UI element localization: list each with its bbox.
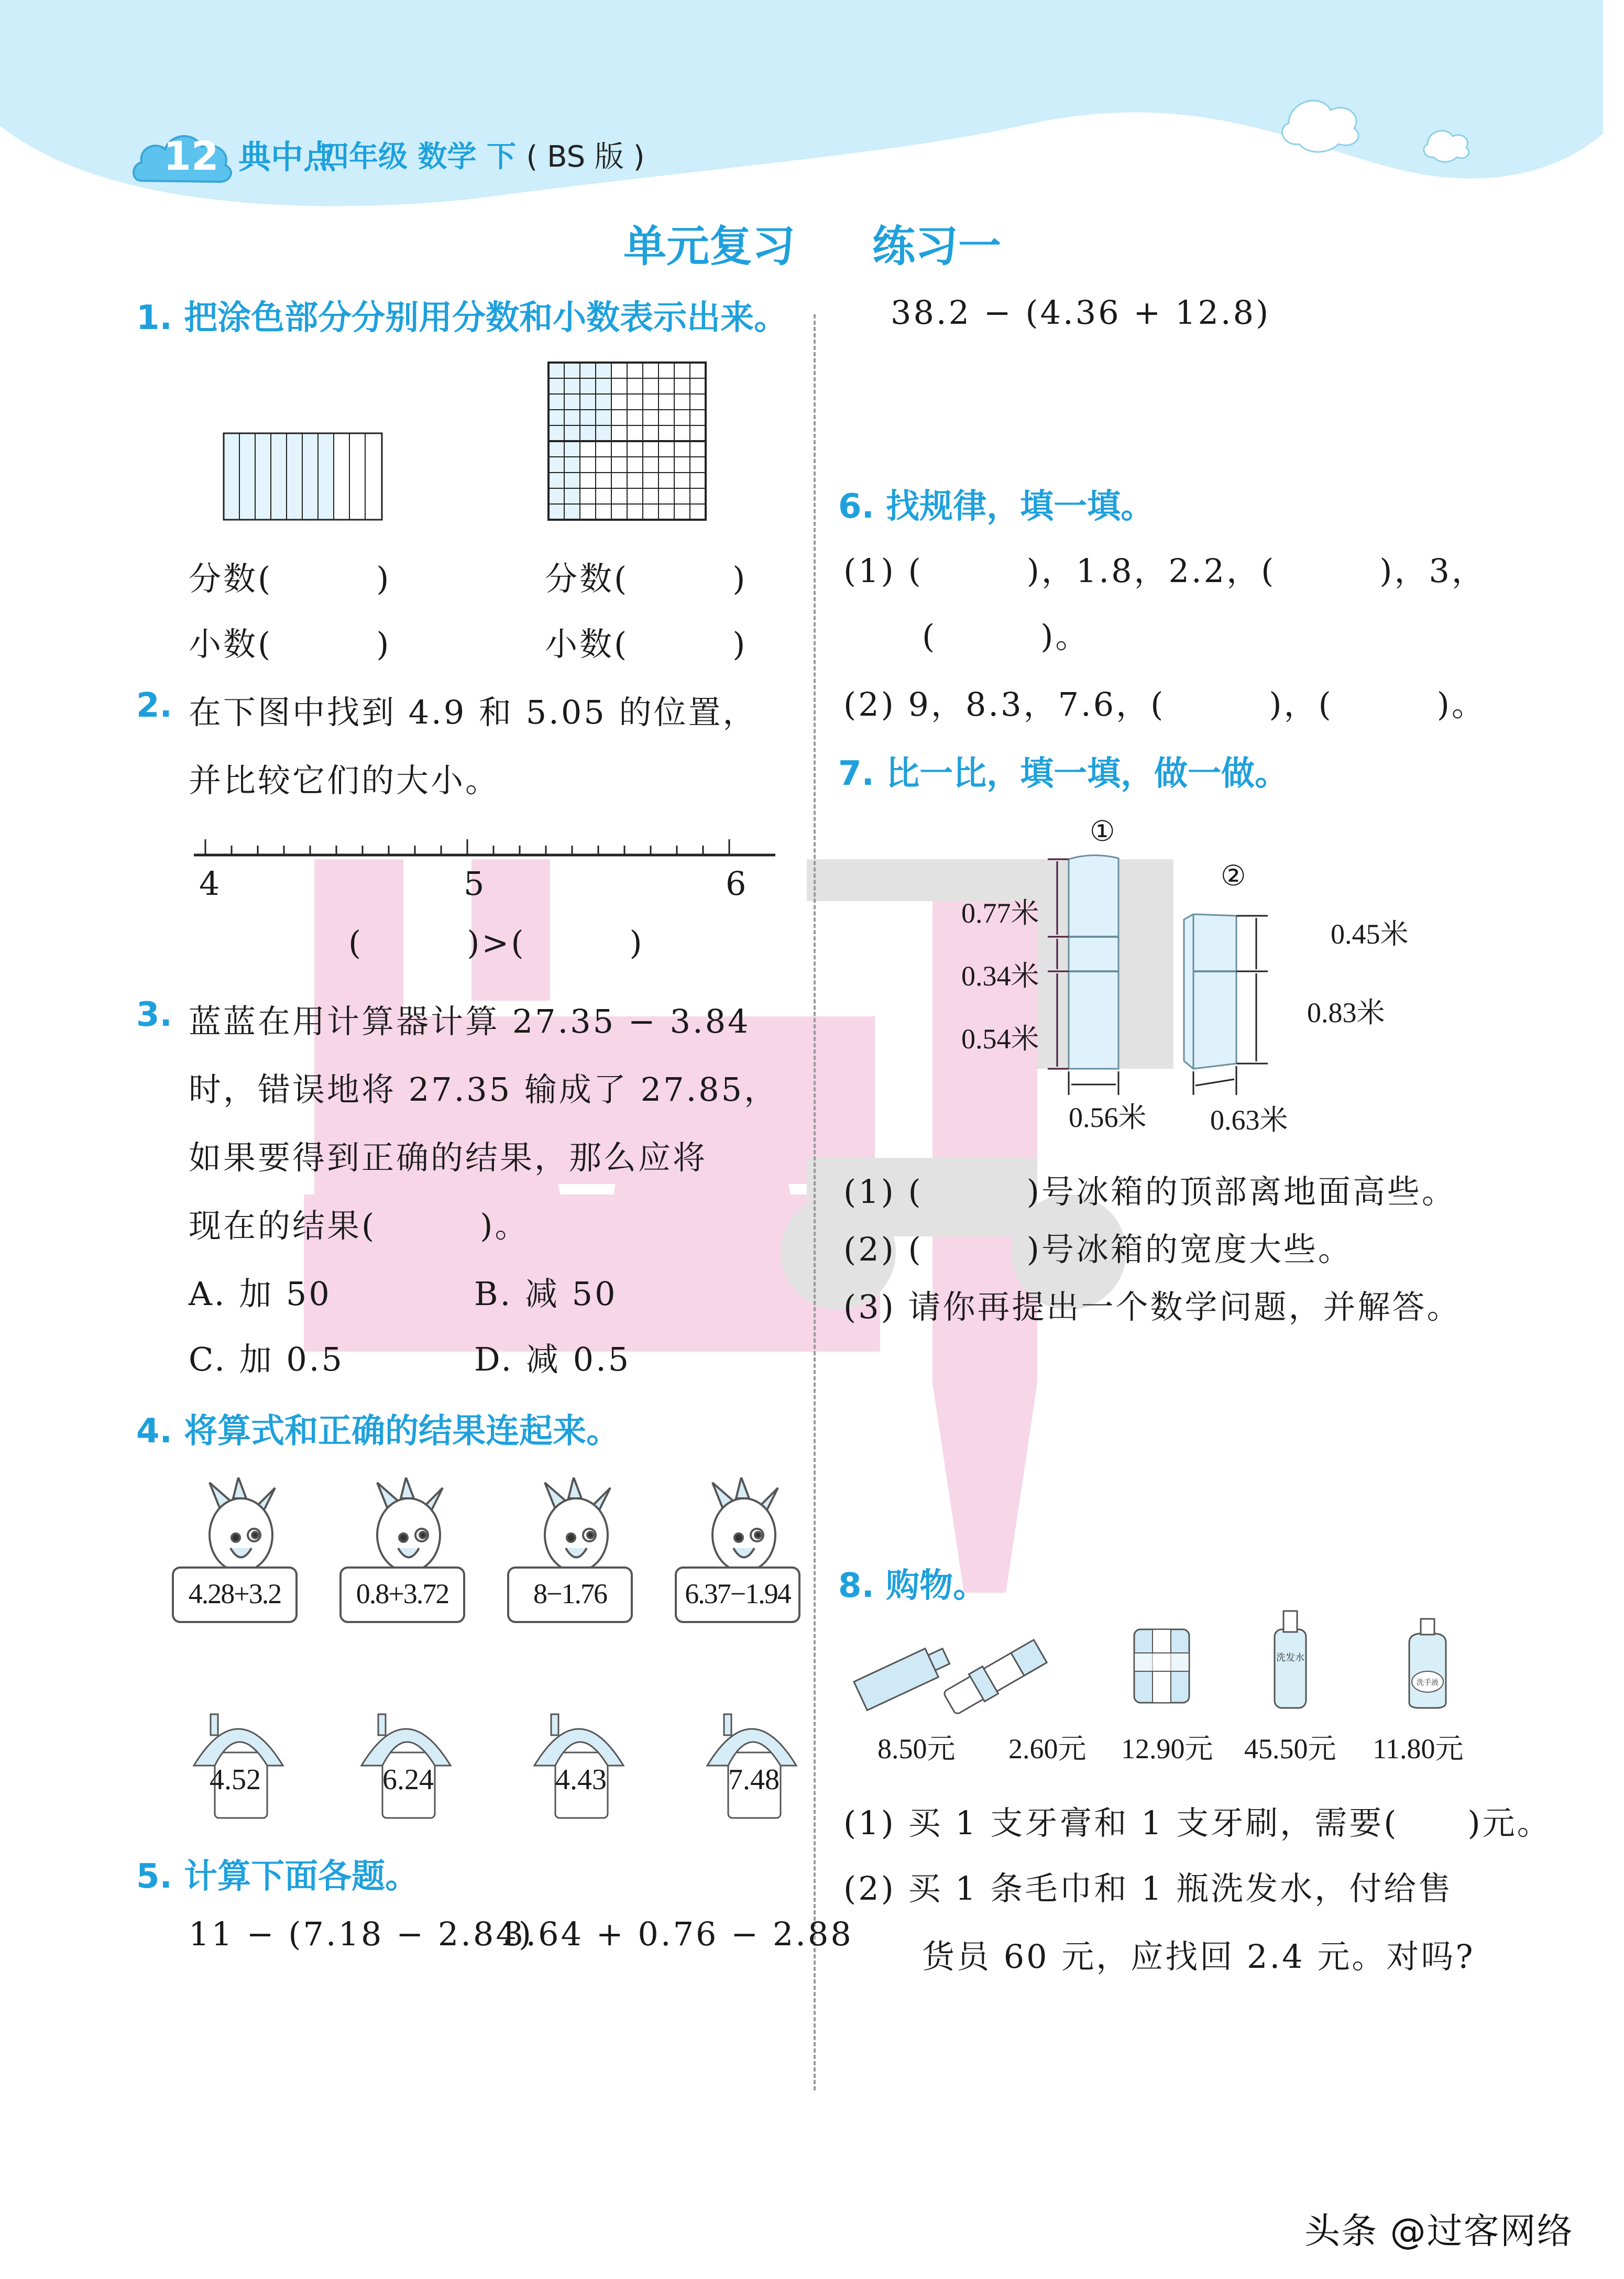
q3-option-d[interactable]: D. 减 0.5 [474,1340,631,1378]
fridge-1-mid-height: 0.34米 [961,960,1039,992]
q7-part1-blank[interactable]: (1) ( )号冰箱的顶部离地面高些。 [843,1173,1456,1211]
page-number: 12 [163,133,219,179]
q5-problem-2: 3.64 + 0.76 − 2.88 [503,1915,853,1953]
shampoo-bottle-icon [1275,1611,1306,1708]
q6-part2[interactable]: (2) 9，8.3，7.6，( )，( )。 [843,685,1486,724]
q8-part2-line2: 货员 60 元，应找回 2.4 元。对吗? [922,1937,1475,1976]
svg-text:洗手液: 洗手液 [1417,1679,1439,1687]
expression-card-4[interactable]: 6.37−1.94 [675,1566,800,1623]
price-hand-soap: 11.80元 [1373,1733,1464,1765]
unit-title: 单元复习 [623,222,796,271]
hand-soap-bottle-icon [1409,1619,1446,1708]
grade-subject: 四年级 数学 下 [320,140,516,174]
q3-option-c[interactable]: C. 加 0.5 [189,1340,344,1378]
q3-option-b[interactable]: B. 减 50 [474,1275,618,1313]
exercise-title: 练习一 [872,222,1002,271]
q5-problem-1: 11 − (7.18 − 2.84) [189,1915,534,1953]
q1-strip-figure [223,432,385,521]
q3-text-line3: 如果要得到正确的结果，那么应将 [189,1138,708,1177]
refrigerators-diagram [1027,854,1393,1095]
toothpaste-icon [854,1642,952,1710]
fridge-2-top-height: 0.45米 [1331,918,1409,950]
edition: ( BS 版 ) [526,140,645,174]
fridge-2-label: ② [1221,860,1246,892]
shopping-items [849,1603,1493,1734]
q3-answer-blank[interactable]: 现在的结果( )。 [189,1207,530,1245]
towel-icon [1134,1629,1189,1703]
q4-heading: 4. 将算式和正确的结果连起来。 [136,1412,620,1451]
q1-left-fraction-blank[interactable]: 分数( ) [189,560,391,598]
q1-right-fraction-blank[interactable]: 分数( ) [545,560,748,598]
fridge-2-width: 0.63米 [1210,1104,1288,1136]
brand-logo: 典中点 [238,138,336,176]
fridge-1-width: 0.56米 [1069,1102,1147,1133]
result-house-2[interactable]: 6.24 [382,1763,434,1796]
q7-part3: (3) 请你再提出一个数学问题，并解答。 [843,1288,1462,1326]
q6-part1-line1[interactable]: (1) ( )，1.8，2.2，( )，3， [843,552,1486,590]
q2-number: 2. [136,686,172,725]
price-toothbrush: 2.60元 [1008,1733,1087,1765]
fridge-1-bottom-height: 0.54米 [961,1023,1039,1055]
tick-label-5: 5 [464,864,487,903]
result-house-4[interactable]: 7.48 [728,1763,780,1796]
q8-part2-line1: (2) 买 1 条毛巾和 1 瓶洗发水，付给售 [843,1869,1453,1908]
q2-text-line1: 在下图中找到 4.9 和 5.05 的位置， [189,693,758,731]
q3-text-line1: 蓝蓝在用计算器计算 27.35 − 3.84 [189,1002,751,1040]
fridge-1-icon [1048,855,1118,1095]
q2-text-line2: 并比较它们的大小。 [189,761,500,799]
tick-label-4: 4 [199,864,222,903]
fridge-1-label: ① [1090,816,1115,847]
result-house-1[interactable]: 4.52 [210,1763,261,1796]
column-divider [814,314,816,2090]
q2-compare-blanks[interactable]: ( )>( ) [348,924,644,962]
expression-card-2[interactable]: 0.8+3.72 [339,1566,465,1623]
price-toothpaste: 8.50元 [877,1733,956,1765]
page-number-badge [131,123,236,186]
q1-right-decimal-blank[interactable]: 小数( ) [545,625,748,663]
q8-part1-blank[interactable]: (1) 买 1 支牙膏和 1 支牙刷，需要( )元。 [843,1804,1552,1842]
q7-heading: 7. 比一比，填一填，做一做。 [838,754,1289,793]
fridge-2-bottom-height: 0.83米 [1307,997,1385,1028]
fridge-1-top-height: 0.77米 [961,897,1039,929]
source-watermark: 头条 @过客网络 [1304,2211,1574,2252]
q5-problem-3: 38.2 − (4.36 + 12.8) [891,293,1271,332]
q3-option-a[interactable]: A. 加 50 [189,1275,332,1313]
q3-number: 3. [136,995,172,1034]
expression-card-3[interactable]: 8−1.76 [507,1566,633,1623]
fridge-2-icon [1184,914,1268,1095]
q1-heading: 1. 把涂色部分分别用分数和小数表示出来。 [136,299,788,337]
book-subtitle [320,134,645,176]
result-house-3[interactable]: 4.43 [555,1763,607,1796]
expression-card-1[interactable]: 4.28+3.2 [172,1566,298,1623]
price-towel: 12.90元 [1121,1733,1213,1765]
price-shampoo: 45.50元 [1244,1733,1336,1765]
q6-heading: 6. 找规律，填一填。 [838,487,1155,526]
number-line [194,838,781,859]
toothbrush-icon [942,1638,1048,1717]
q1-left-decimal-blank[interactable]: 小数( ) [189,625,391,663]
q6-part1-line2[interactable]: ( )。 [922,617,1090,655]
svg-text:洗发水: 洗发水 [1276,1652,1304,1663]
tick-label-6: 6 [726,864,749,903]
q8-heading: 8. 购物。 [838,1566,987,1605]
q7-part2-blank[interactable]: (2) ( )号冰箱的宽度大些。 [843,1230,1353,1268]
q3-text-line2: 时，错误地将 27.35 输成了 27.85， [189,1070,779,1109]
q1-grid-figure [547,361,710,524]
q5-heading: 5. 计算下面各题。 [136,1857,419,1896]
